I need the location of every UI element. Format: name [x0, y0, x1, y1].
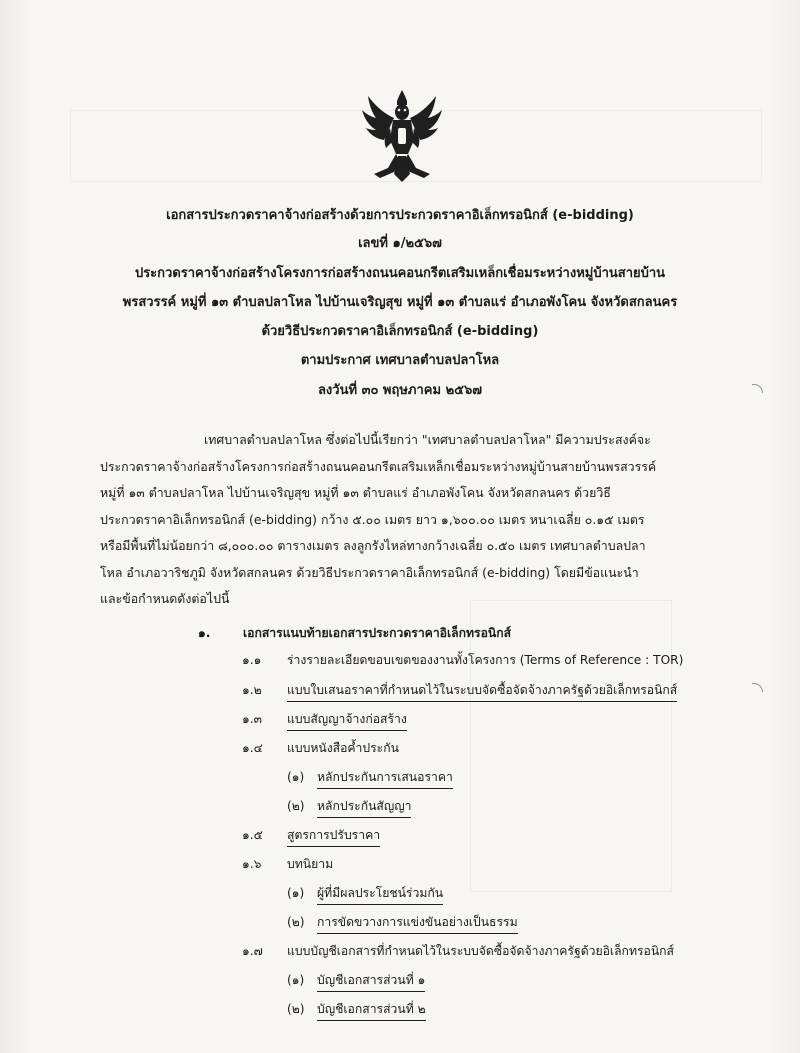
- item-number: (๑): [287, 886, 305, 900]
- section-title: เอกสารแนบท้ายเอกสารประกวดราคาอิเล็กทรอนิกส์: [243, 626, 512, 640]
- subject-line-3: ด้วยวิธีประกวดราคาอิเล็กทรอนิกส์ (e-bidding): [261, 324, 539, 339]
- garuda-emblem-icon: [360, 88, 444, 188]
- item-label: ร่างรายละเอียดขอบเขตของงานทั้งโครงการ (Terms of Reference : TOR): [287, 653, 684, 667]
- item-number: ๑.๗: [242, 944, 263, 958]
- paragraph-line: โหล อำเภอวาริชภูมิ จังหวัดสกลนคร ด้วยวิธีประกวดราคาอิเล็กทรอนิกส์ (e-bidding) โดยมีข้อแนะนำ: [100, 564, 639, 580]
- item-label: บัญชีเอกสารส่วนที่ ๒: [317, 1000, 426, 1021]
- paragraph-line: ประกวดราคาจ้างก่อสร้างโครงการก่อสร้างถนนคอนกรีตเสริมเหล็กเชื่อมระหว่างหมู่บ้านสายบ้านพรสวรรค์: [100, 458, 657, 474]
- item-number: (๑): [287, 770, 305, 784]
- item-label: แบบสัญญาจ้างก่อสร้าง: [287, 710, 407, 731]
- bleed-through-column: [470, 600, 672, 892]
- item-label: แบบบัญชีเอกสารที่กำหนดไว้ในระบบจัดซื้อจัดจ้างภาครัฐด้วยอิเล็กทรอนิกส์: [287, 944, 674, 958]
- item-number: (๒): [287, 799, 305, 813]
- paragraph-line: หมู่ที่ ๑๓ ตำบลปลาโหล ไปบ้านเจริญสุข หมู่ที่ ๑๓ ตำบลแร่ อำเภอพังโคน จังหวัดสกลนคร ด้วยวิธี: [100, 485, 611, 500]
- subject-line-1: ประกวดราคาจ้างก่อสร้างโครงการก่อสร้างถนนคอนกรีตเสริมเหล็กเชื่อมระหว่างหมู่บ้านสายบ้าน: [134, 266, 666, 281]
- document-number: เลขที่ ๑/๒๕๖๗: [358, 236, 442, 251]
- announcement-line: ตามประกาศ เทศบาลตำบลปลาโหล: [300, 353, 500, 368]
- item-number: ๑.๑: [242, 653, 262, 667]
- paragraph-line: หรือมีพื้นที่ไม่น้อยกว่า ๘,๐๐๐.๐๐ ตารางเมตร ลงลูกรังไหล่ทางกว้างเฉลี่ย ๐.๕๐ เมตร เทศบาลตำบลปลา: [100, 538, 646, 553]
- scan-mark: [752, 683, 763, 692]
- item-label: บทนิยาม: [287, 857, 334, 871]
- paragraph-line: เทศบาลตำบลปลาโหล ซึ่งต่อไปนี้เรียกว่า "เทศบาลตำบลปลาโหล" มีความประสงค์จะ: [204, 432, 651, 447]
- item-number: ๑.๓: [242, 712, 262, 726]
- item-number: ๑.๒: [242, 683, 262, 697]
- item-label: แบบหนังสือค้ำประกัน: [287, 741, 399, 755]
- item-number: (๑): [287, 973, 305, 987]
- document-title: เอกสารประกวดราคาจ้างก่อสร้างด้วยการประกวดราคาอิเล็กทรอนิกส์ (e-bidding): [166, 208, 634, 223]
- paragraph-line: ประกวดราคาอิเล็กทรอนิกส์ (e-bidding) กว้าง ๕.๐๐ เมตร ยาว ๑,๖๐๐.๐๐ เมตร หนาเฉลี่ย ๐.๑๕ เมตร: [100, 511, 645, 527]
- item-label: หลักประกันการเสนอราคา: [317, 768, 453, 789]
- item-label: สูตรการปรับราคา: [287, 826, 380, 847]
- subject-line-2: พรสวรรค์ หมู่ที่ ๑๓ ตำบลปลาโหล ไปบ้านเจริญสุข หมู่ที่ ๑๓ ตำบลแร่ อำเภอพังโคน จังหวัดสกลนคร: [122, 295, 678, 310]
- section-number: ๑.: [198, 626, 211, 640]
- item-number: ๑.๔: [242, 741, 263, 755]
- item-number: ๑.๕: [242, 828, 263, 842]
- item-number: (๒): [287, 915, 305, 929]
- item-label: การขัดขวางการแข่งขันอย่างเป็นธรรม: [317, 913, 518, 934]
- intro-paragraph: [100, 427, 696, 613]
- item-label: ผู้ที่มีผลประโยชน์ร่วมกัน: [317, 884, 443, 905]
- item-number: (๒): [287, 1002, 305, 1016]
- item-label: หลักประกันสัญญา: [317, 797, 411, 818]
- announcement-date: ลงวันที่ ๓๐ พฤษภาคม ๒๕๖๗: [317, 383, 483, 398]
- item-label: บัญชีเอกสารส่วนที่ ๑: [317, 971, 425, 992]
- item-label: แบบใบเสนอราคาที่กำหนดไว้ในระบบจัดซื้อจัดจ้างภาครัฐด้วยอิเล็กทรอนิกส์: [287, 681, 677, 702]
- paragraph-line: และข้อกำหนดดังต่อไปนี้: [100, 591, 230, 606]
- item-number: ๑.๖: [242, 857, 262, 871]
